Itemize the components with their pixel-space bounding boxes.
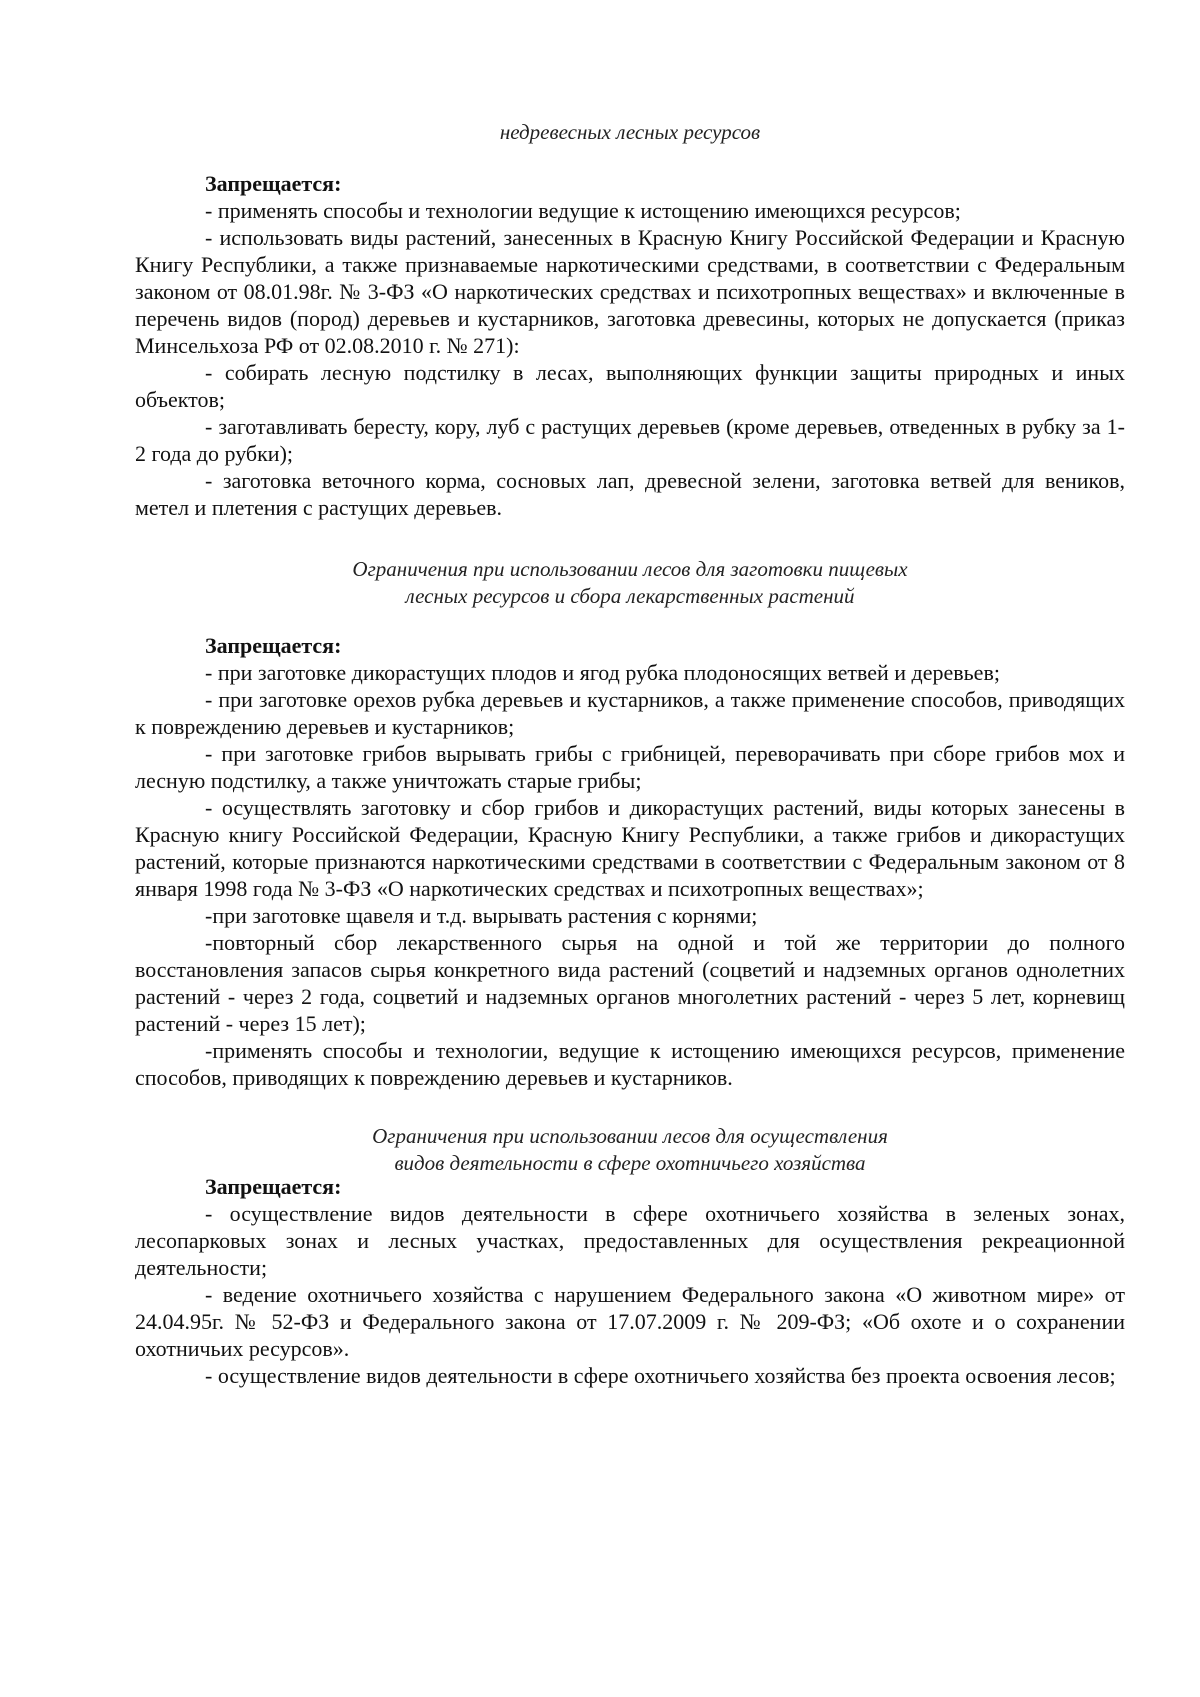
list-item: - при заготовке дикорастущих плодов и ягод рубка плодоносящих ветвей и деревьев; bbox=[205, 660, 1000, 685]
list-item: - осуществлять заготовку и сбор грибов и дикорастущих растений, виды которых занесены в Красную книгу Российской Федерации, Красную Книгу Республики, а также грибов и дикорастущих растений, которые признаются наркотическими средствами в соответствии с Федеральным законом от 8 января 1998 года № 3-ФЗ «О наркотических средствах и психотропных веществах»; bbox=[135, 795, 1125, 901]
list-item: - при заготовке грибов вырывать грибы с грибницей, переворачивать при сборе грибов мох и лесную подстилку, а также уничтожать старые грибы; bbox=[135, 741, 1125, 793]
list-item: -применять способы и технологии, ведущие к истощению имеющихся ресурсов, применение способов, приводящих к повреждению деревьев и кустарников. bbox=[135, 1038, 1125, 1090]
list-item: - применять способы и технологии ведущие к истощению имеющихся ресурсов; bbox=[205, 198, 961, 223]
section-food-resources-prohibitions bbox=[135, 632, 1125, 1091]
prohibited-label: Запрещается: bbox=[205, 1174, 342, 1199]
prohibited-label: Запрещается: bbox=[205, 633, 342, 658]
section-food-resources-heading bbox=[135, 556, 1125, 610]
list-item: - при заготовке орехов рубка деревьев и кустарников, а также применение способов, приводящих к повреждению деревьев и кустарников; bbox=[135, 687, 1125, 739]
section-nonwood-resources bbox=[135, 119, 1125, 146]
list-item: - ведение охотничьего хозяйства с нарушением Федерального закона «О животном мире» от 24.04.95г. № 52-ФЗ и Федерального закона от 17.07.2009 г. № 209-ФЗ; «Об охоте и о сохранении охотничьих ресурсов». bbox=[135, 1282, 1125, 1361]
list-item: -повторный сбор лекарственного сырья на одной и той же территории до полного восстановления запасов сырья конкретного вида растений (соцветий и надземных органов однолетних растений - через 2 года, соцветий и надземных органов многолетних растений - через 5 лет, корневищ растений - через 15 лет); bbox=[135, 930, 1125, 1036]
section-heading-line2: видов деятельности в сфере охотничьего хозяйства bbox=[394, 1151, 866, 1175]
prohibited-label: Запрещается: bbox=[205, 171, 342, 196]
section-heading-line1: Ограничения при использовании лесов для осуществления bbox=[372, 1124, 888, 1148]
section-heading-line2: лесных ресурсов и сбора лекарственных растений bbox=[405, 584, 855, 608]
section-heading: недревесных лесных ресурсов bbox=[499, 120, 761, 144]
list-item: - осуществление видов деятельности в сфере охотничьего хозяйства без проекта освоения лесов; bbox=[205, 1363, 1116, 1388]
section-nonwood-prohibitions bbox=[135, 170, 1125, 521]
section-hunting-heading bbox=[135, 1123, 1125, 1177]
list-item: - заготовка веточного корма, сосновых лап, древесной зелени, заготовка ветвей для веников, метел и плетения с растущих деревьев. bbox=[135, 468, 1125, 520]
section-hunting-prohibitions bbox=[135, 1173, 1125, 1389]
list-item: - осуществление видов деятельности в сфере охотничьего хозяйства в зеленых зонах, лесопарковых зонах и лесных участках, предоставленных для осуществления рекреационной деятельности; bbox=[135, 1201, 1125, 1280]
section-heading-line1: Ограничения при использовании лесов для заготовки пищевых bbox=[352, 557, 908, 581]
list-item: -при заготовке щавеля и т.д. вырывать растения с корнями; bbox=[205, 903, 758, 928]
list-item: - заготавливать бересту, кору, луб с растущих деревьев (кроме деревьев, отведенных в рубку за 1-2 года до рубки); bbox=[135, 414, 1125, 466]
list-item: - собирать лесную подстилку в лесах, выполняющих функции защиты природных и иных объектов; bbox=[135, 360, 1125, 412]
list-item: - использовать виды растений, занесенных в Красную Книгу Российской Федерации и Красную Книгу Республики, а также признаваемые наркотическими средствами, в соответствии с Федеральным законом от 08.01.98г. № 3-ФЗ «О наркотических средствах и психотропных веществах» и включенные в перечень видов (пород) деревьев и кустарников, заготовка древесины, которых не допускается (приказ Минсельхоза РФ от 02.08.2010 г. № 271): bbox=[135, 225, 1125, 358]
